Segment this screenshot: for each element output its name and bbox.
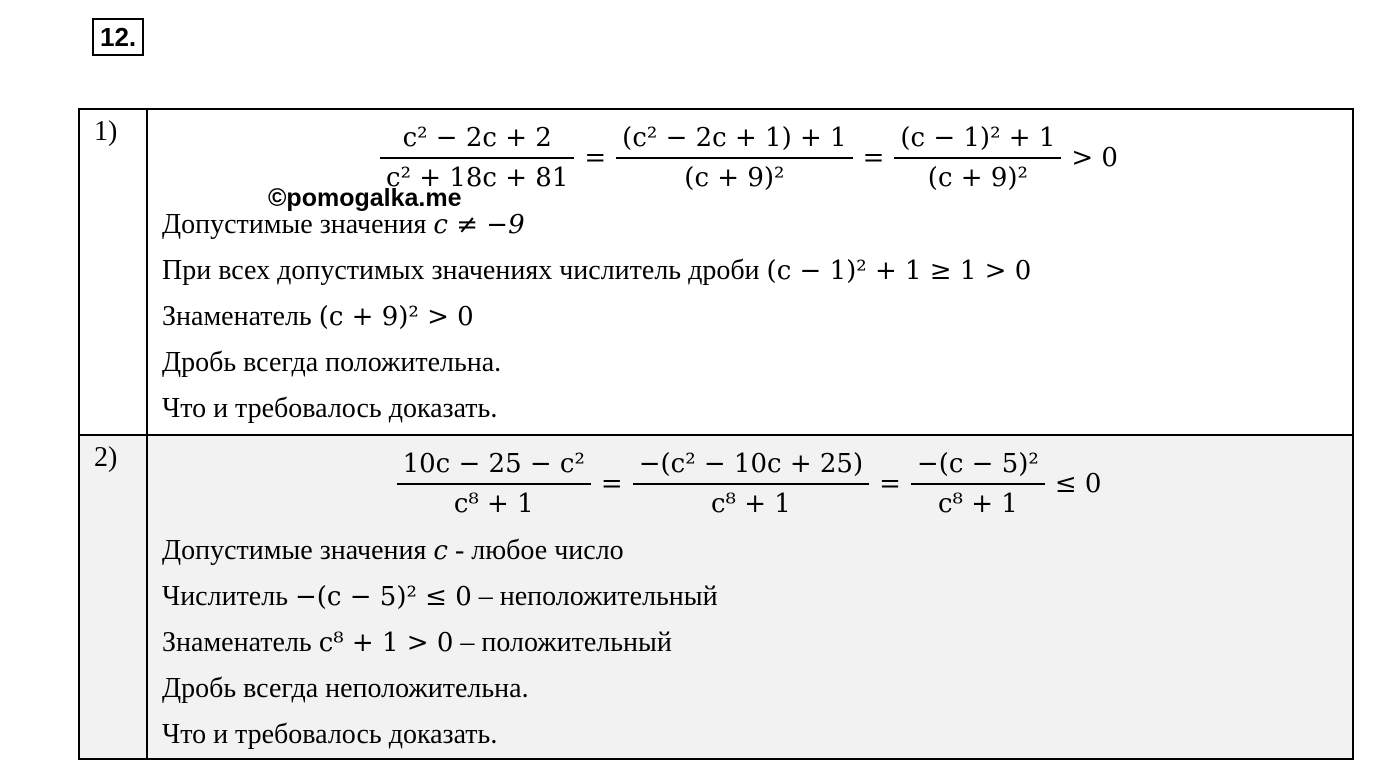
denominator: c⁸ + 1 (937, 489, 1018, 519)
fraction (616, 119, 852, 197)
part-content (147, 435, 1353, 759)
denominator: c⁸ + 1 (710, 489, 791, 519)
explanation (148, 528, 1352, 758)
inequality-tail: > 0 (1071, 143, 1118, 173)
denominator: c⁸ + 1 (453, 489, 534, 519)
solution-part-1 (79, 109, 1353, 435)
fraction (397, 445, 591, 523)
numerator: −(c − 5)² (916, 449, 1039, 479)
watermark: ©pomogalka.me (268, 184, 462, 212)
denominator: (c + 9)² (927, 163, 1028, 193)
equals-sign: = (584, 143, 607, 173)
inequality-tail: ≤ 0 (1054, 469, 1102, 499)
numerator: c² − 2c + 2 (402, 123, 552, 153)
equals-sign: = (862, 143, 885, 173)
numerator: (c² − 2c + 1) + 1 (622, 123, 847, 153)
conclusion-line: Что и требовалось доказать. (162, 719, 498, 750)
part-label: 2) (79, 435, 147, 759)
explanation-line: Дробь всегда неположительна. (162, 673, 529, 704)
explanation-line: Знаменатель (c + 9)² > 0 (162, 301, 474, 332)
fraction (911, 445, 1045, 523)
explanation-line: Дробь всегда положительна. (162, 347, 502, 378)
numerator: (c − 1)² + 1 (900, 123, 1056, 153)
part-label: 1) (79, 109, 147, 435)
fraction (894, 119, 1061, 197)
explanation-line: При всех допустимых значениях числитель дроби (c − 1)² + 1 ≥ 1 > 0 (162, 255, 1032, 286)
denominator: c² + 18c + 81 (386, 163, 569, 193)
fraction (633, 445, 869, 523)
equals-sign: = (879, 469, 901, 499)
explanation-line: Допустимые значения c ≠ −9 (162, 209, 525, 240)
explanation (148, 202, 1352, 432)
equation (148, 436, 1352, 528)
problem-number: 12. (92, 18, 144, 56)
solution-part-2 (79, 435, 1353, 759)
equals-sign: = (600, 469, 623, 499)
conclusion-line: Что и требовалось доказать. (162, 393, 498, 424)
explanation-line: Числитель −(c − 5)² ≤ 0 – неположительный (162, 581, 718, 612)
part-content (147, 109, 1353, 435)
explanation-line: Допустимые значения c - любое число (162, 535, 624, 566)
numerator: 10c − 25 − c² (402, 449, 585, 479)
numerator: −(c² − 10c + 25) (638, 449, 864, 479)
denominator: (c + 9)² (684, 163, 785, 193)
explanation-line: Знаменатель c⁸ + 1 > 0 – положительный (162, 627, 672, 658)
